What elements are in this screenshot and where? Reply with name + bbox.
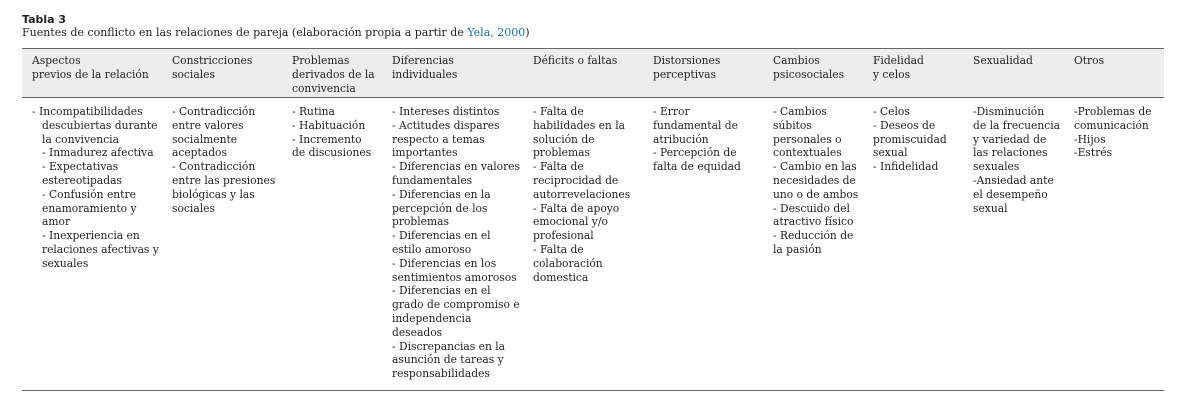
cell-line: las relaciones xyxy=(973,146,1048,160)
cell-line: personales o xyxy=(773,132,842,146)
cell-line: profesional xyxy=(533,229,594,243)
table-caption xyxy=(22,13,1162,39)
cell-line: - Actitudes dispares xyxy=(392,118,500,132)
cell-line: sociales xyxy=(172,201,215,215)
column-header-4 xyxy=(392,54,529,82)
column-header-line: Otros xyxy=(1074,54,1105,67)
cell-line: - Cambio en las xyxy=(773,160,857,174)
table-title-text: Fuentes de conflicto en las relaciones de pareja (elaboración propia a partir de xyxy=(22,26,468,39)
cell-line: - Diferencias en el xyxy=(392,284,491,298)
column-header-line: Diferencias xyxy=(392,54,454,67)
cell-line: descubiertas durante xyxy=(42,118,158,132)
column-header-line: derivados de la xyxy=(292,67,375,81)
table-title-suffix: ) xyxy=(525,26,530,39)
table-cell-col-3 xyxy=(292,105,388,160)
cell-line: fundamental de xyxy=(653,118,738,132)
cell-line: - Incompatibilidades xyxy=(32,105,143,118)
cell-line: súbitos xyxy=(773,118,812,132)
cell-line: asunción de tareas y xyxy=(392,353,504,367)
table-cell-col-10 xyxy=(1074,105,1162,160)
column-header-5 xyxy=(533,54,649,68)
cell-line: - Incremento xyxy=(292,132,362,146)
cell-line: respecto a temas xyxy=(392,132,485,146)
cell-line: biológicas y las xyxy=(172,187,255,201)
cell-line: - Intereses distintos xyxy=(392,105,500,118)
cell-line: la pasión xyxy=(773,242,822,256)
cell-line: independencia xyxy=(392,311,472,325)
column-header-6 xyxy=(653,54,769,82)
cell-line: - Cambios xyxy=(773,105,827,118)
cell-line: estilo amoroso xyxy=(392,242,472,256)
table-cell-col-5 xyxy=(533,105,649,284)
cell-line: problemas xyxy=(533,146,590,160)
cell-line: atribución xyxy=(653,132,709,146)
cell-line: -Disminución xyxy=(973,105,1045,118)
cell-line: percepción de los xyxy=(392,201,488,215)
citation-link[interactable]: Yela, 2000 xyxy=(467,26,526,39)
column-header-line: Aspectos xyxy=(32,54,81,67)
cell-line: - Diferencias en valores xyxy=(392,160,521,174)
table-cell-col-8 xyxy=(873,105,969,174)
cell-line: atractivo físico xyxy=(773,215,854,229)
cell-line: uno o de ambos xyxy=(773,187,859,201)
cell-line: habilidades en la xyxy=(533,118,626,132)
cell-line: - Falta de xyxy=(533,242,584,256)
cell-line: sexuales xyxy=(973,160,1020,174)
cell-line: reciprocidad de xyxy=(533,173,619,187)
column-header-7 xyxy=(773,54,869,82)
cell-line: domestica xyxy=(533,270,589,284)
cell-line: sexuales xyxy=(42,256,89,270)
column-header-line: Problemas xyxy=(292,54,350,67)
table-cell-col-9 xyxy=(973,105,1069,215)
cell-line: amor xyxy=(42,215,71,229)
cell-line: estereotipadas xyxy=(42,173,122,187)
cell-line: entre las presiones xyxy=(172,173,276,187)
cell-line: - Percepción de xyxy=(653,146,737,160)
conflict-sources-table xyxy=(22,48,1164,391)
cell-line: sentimientos amorosos xyxy=(392,270,517,284)
column-header-line: perceptivas xyxy=(653,67,717,81)
cell-line: - Diferencias en la xyxy=(392,187,491,201)
cell-line: - Expectativas xyxy=(42,160,119,174)
cell-line: entre valores xyxy=(172,118,244,132)
cell-line: - Confusión entre xyxy=(42,187,136,201)
cell-line: relaciones afectivas y xyxy=(42,242,159,256)
cell-line: colaboración xyxy=(533,256,603,270)
cell-line: deseados xyxy=(392,325,443,339)
column-header-line: Fidelidad xyxy=(873,54,924,67)
cell-line: -Estrés xyxy=(1074,146,1113,160)
cell-line: - Reducción de xyxy=(773,229,854,243)
column-header-line: Cambios xyxy=(773,54,820,67)
cell-line: - Inmadurez afectiva xyxy=(42,146,154,160)
cell-line: autorrevelaciones xyxy=(533,187,631,201)
column-header-line: Distorsiones xyxy=(653,54,721,67)
column-header-line: psicosociales xyxy=(773,67,845,81)
cell-line: emocional y/o xyxy=(533,215,608,229)
cell-line: - Diferencias en los xyxy=(392,256,497,270)
cell-line: de discusiones xyxy=(292,146,372,160)
cell-line: importantes xyxy=(392,146,458,160)
cell-line: necesidades de xyxy=(773,173,856,187)
column-header-1 xyxy=(32,54,168,82)
cell-line: - Falta de xyxy=(533,160,584,174)
table-header-row xyxy=(22,48,1164,98)
cell-line: -Hijos xyxy=(1074,132,1106,146)
cell-line: - Rutina xyxy=(292,105,335,118)
column-header-line: y celos xyxy=(873,67,911,81)
cell-line: falta de equidad xyxy=(653,160,741,174)
cell-line: problemas xyxy=(392,215,449,229)
table-cell-col-4 xyxy=(392,105,529,381)
cell-line: sexual xyxy=(973,201,1008,215)
cell-line: - Deseos de xyxy=(873,118,936,132)
table-cell-col-1 xyxy=(32,105,168,271)
cell-line: - Diferencias en el xyxy=(392,229,491,243)
cell-line: - Infidelidad xyxy=(873,160,939,174)
cell-line: - Falta de xyxy=(533,105,584,118)
table-label: Tabla 3 xyxy=(22,13,67,26)
cell-line: sexual xyxy=(873,146,908,160)
cell-line: - Contradicción xyxy=(172,160,256,174)
table-cell-col-6 xyxy=(653,105,769,174)
table-title xyxy=(22,26,1162,39)
column-header-line: previos de la relación xyxy=(32,67,149,81)
column-header-8 xyxy=(873,54,969,82)
cell-line: -Problemas de xyxy=(1074,105,1152,118)
cell-line: socialmente xyxy=(172,132,238,146)
column-header-2 xyxy=(172,54,288,82)
cell-line: - Celos xyxy=(873,105,910,118)
cell-line: fundamentales xyxy=(392,173,473,187)
cell-line: - Descuido del xyxy=(773,201,850,215)
cell-line: responsabilidades xyxy=(392,367,490,381)
cell-line: contextuales xyxy=(773,146,842,160)
cell-line: - Discrepancias en la xyxy=(392,339,506,353)
column-header-line: Déficits o faltas xyxy=(533,54,618,67)
cell-line: - Error xyxy=(653,105,690,118)
cell-line: promiscuidad xyxy=(873,132,947,146)
column-header-10 xyxy=(1074,54,1162,68)
column-header-line: Constricciones xyxy=(172,54,253,67)
table-body-row xyxy=(22,98,1164,391)
cell-line: el desempeño xyxy=(973,187,1048,201)
column-header-line: convivencia xyxy=(292,81,356,95)
column-header-line: individuales xyxy=(392,67,458,81)
cell-line: - Inexperiencia en xyxy=(42,229,140,243)
cell-line: - Habituación xyxy=(292,118,366,132)
cell-line: comunicación xyxy=(1074,118,1149,132)
cell-line: la convivencia xyxy=(42,132,119,146)
cell-line: solución de xyxy=(533,132,595,146)
cell-line: enamoramiento y xyxy=(42,201,137,215)
table-cell-col-2 xyxy=(172,105,288,215)
cell-line: grado de compromiso e xyxy=(392,298,520,312)
cell-line: y variedad de xyxy=(973,132,1047,146)
cell-line: de la frecuencia xyxy=(973,118,1060,132)
cell-line: -Ansiedad ante xyxy=(973,173,1054,187)
column-header-line: sociales xyxy=(172,67,215,81)
table-cell-col-7 xyxy=(773,105,869,257)
column-header-line: Sexualidad xyxy=(973,54,1033,67)
cell-line: - Falta de apoyo xyxy=(533,201,620,215)
cell-line: aceptados xyxy=(172,146,227,160)
cell-line: - Contradicción xyxy=(172,105,256,118)
column-header-9 xyxy=(973,54,1069,68)
column-header-3 xyxy=(292,54,388,95)
